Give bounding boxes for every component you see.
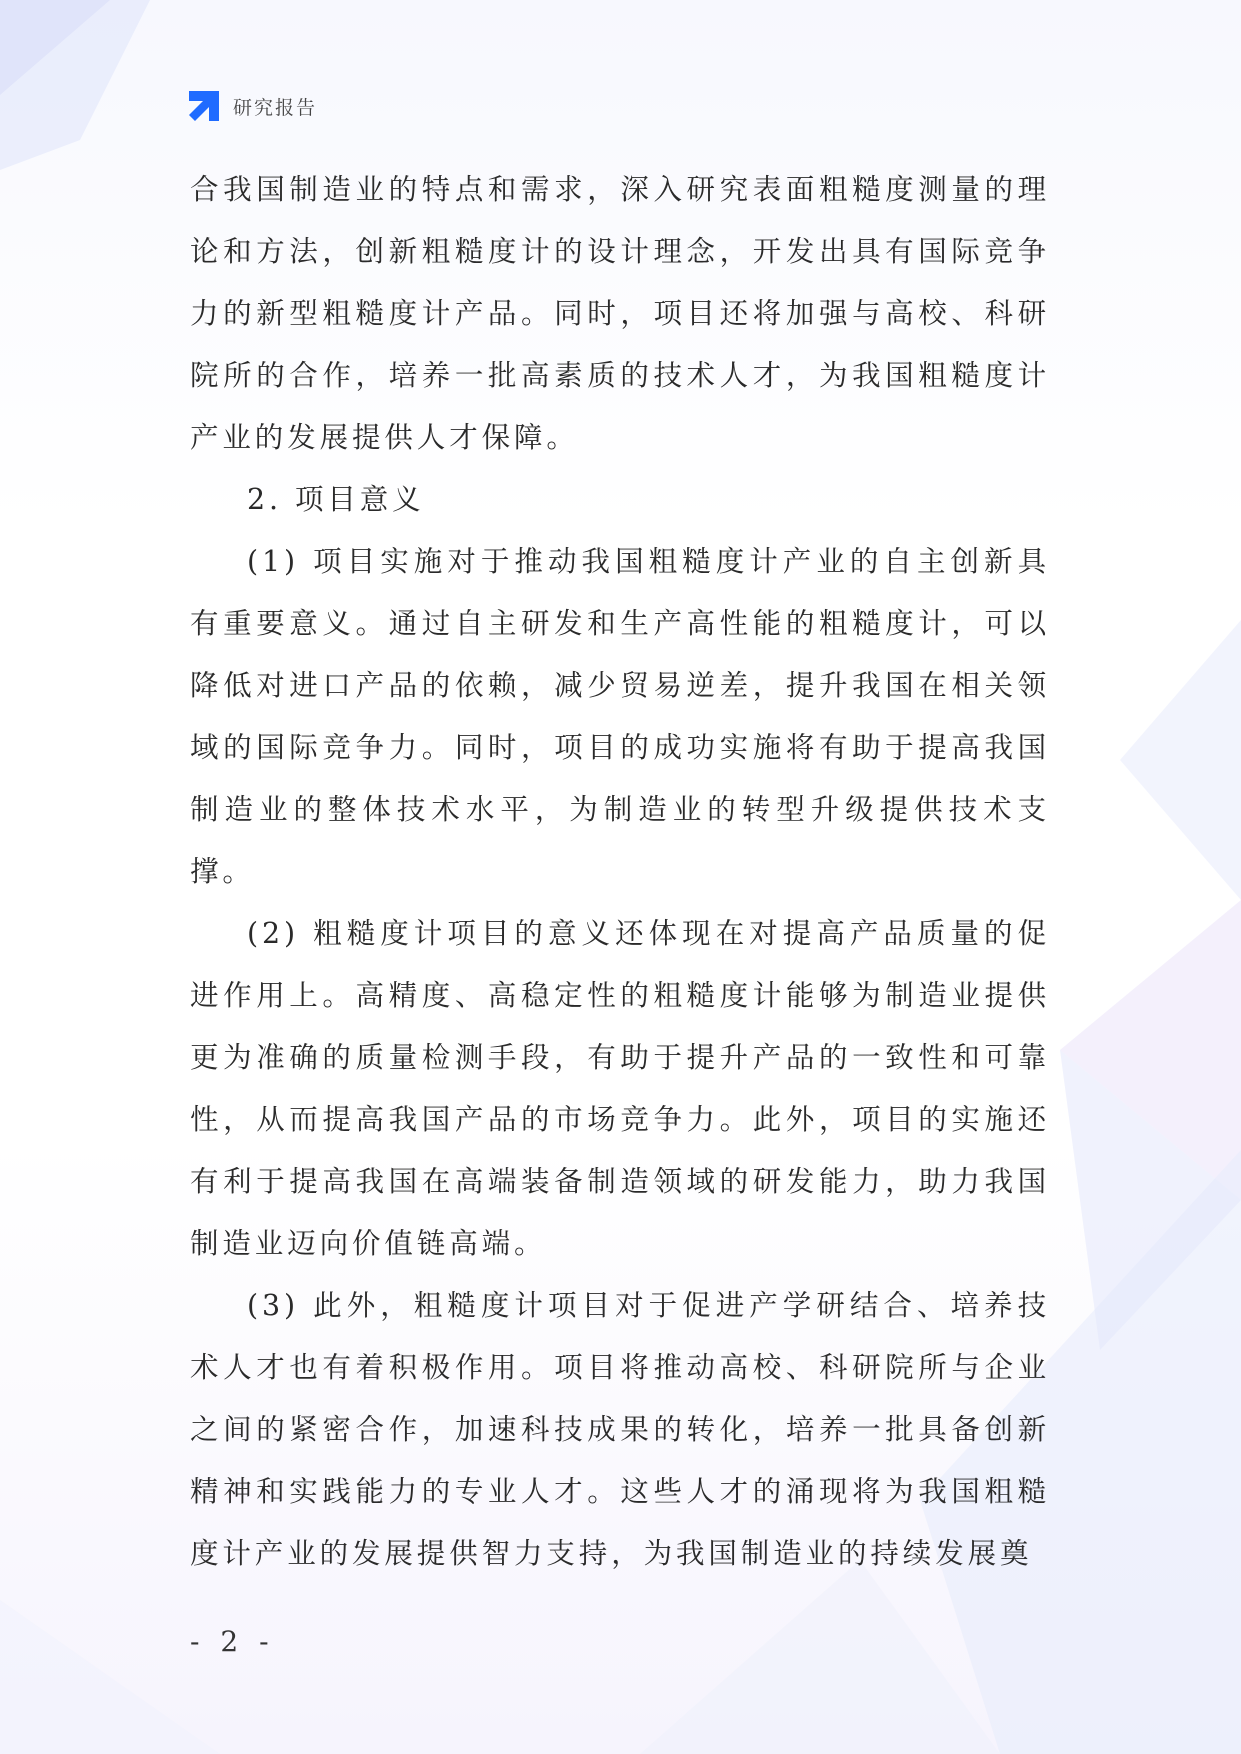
paragraph-intro: 合我国制造业的特点和需求，深入研究表面粗糙度测量的理论和方法，创新粗糙度计的设计理念，开发出具有国际竞争力的新型粗糙度计产品。同时，项目还将加强与高校、科研院所的合作，培养一批高素质的技术人才，为我国粗糙度计产业的发展提供人才保障。 — [190, 173, 1050, 454]
document-body — [190, 159, 1050, 1585]
report-header — [187, 88, 317, 124]
paragraph-3: (3) 此外，粗糙度计项目对于促进产学研结合、培养技术人才也有着积极作用。项目将推动高校、科研院所与企业之间的紧密合作，加速科技成果的转化，培养一批具备创新精神和实践能力的专业人才。这些人才的涌现将为我国粗糙度计产业的发展提供智力支持，为我国制造业的持续发展奠 — [190, 1289, 1050, 1570]
paragraph-2: (2) 粗糙度计项目的意义还体现在对提高产品质量的促进作用上。高精度、高稳定性的粗糙度计能够为制造业提供更为准确的质量检测手段，有助于提升产品的一致性和可靠性，从而提高我国产品的市场竞争力。此外，项目的实施还有利于提高我国在高端装备制造领域的研发能力，助力我国制造业迈向价值链高端。 — [190, 917, 1050, 1260]
section-heading: 2. 项目意义 — [247, 483, 425, 516]
page-number: - 2 - — [190, 1625, 275, 1658]
arrow-up-right-icon — [187, 89, 221, 123]
paragraph-1: (1) 项目实施对于推动我国粗糙度计产业的自主创新具有重要意义。通过自主研发和生产高性能的粗糙度计，可以降低对进口产品的依赖，减少贸易逆差，提升我国在相关领域的国际竞争力。同时，项目的成功实施将有助于提高我国制造业的整体技术水平，为制造业的转型升级提供技术支撑。 — [190, 545, 1050, 888]
header-title: 研究报告 — [233, 96, 318, 119]
